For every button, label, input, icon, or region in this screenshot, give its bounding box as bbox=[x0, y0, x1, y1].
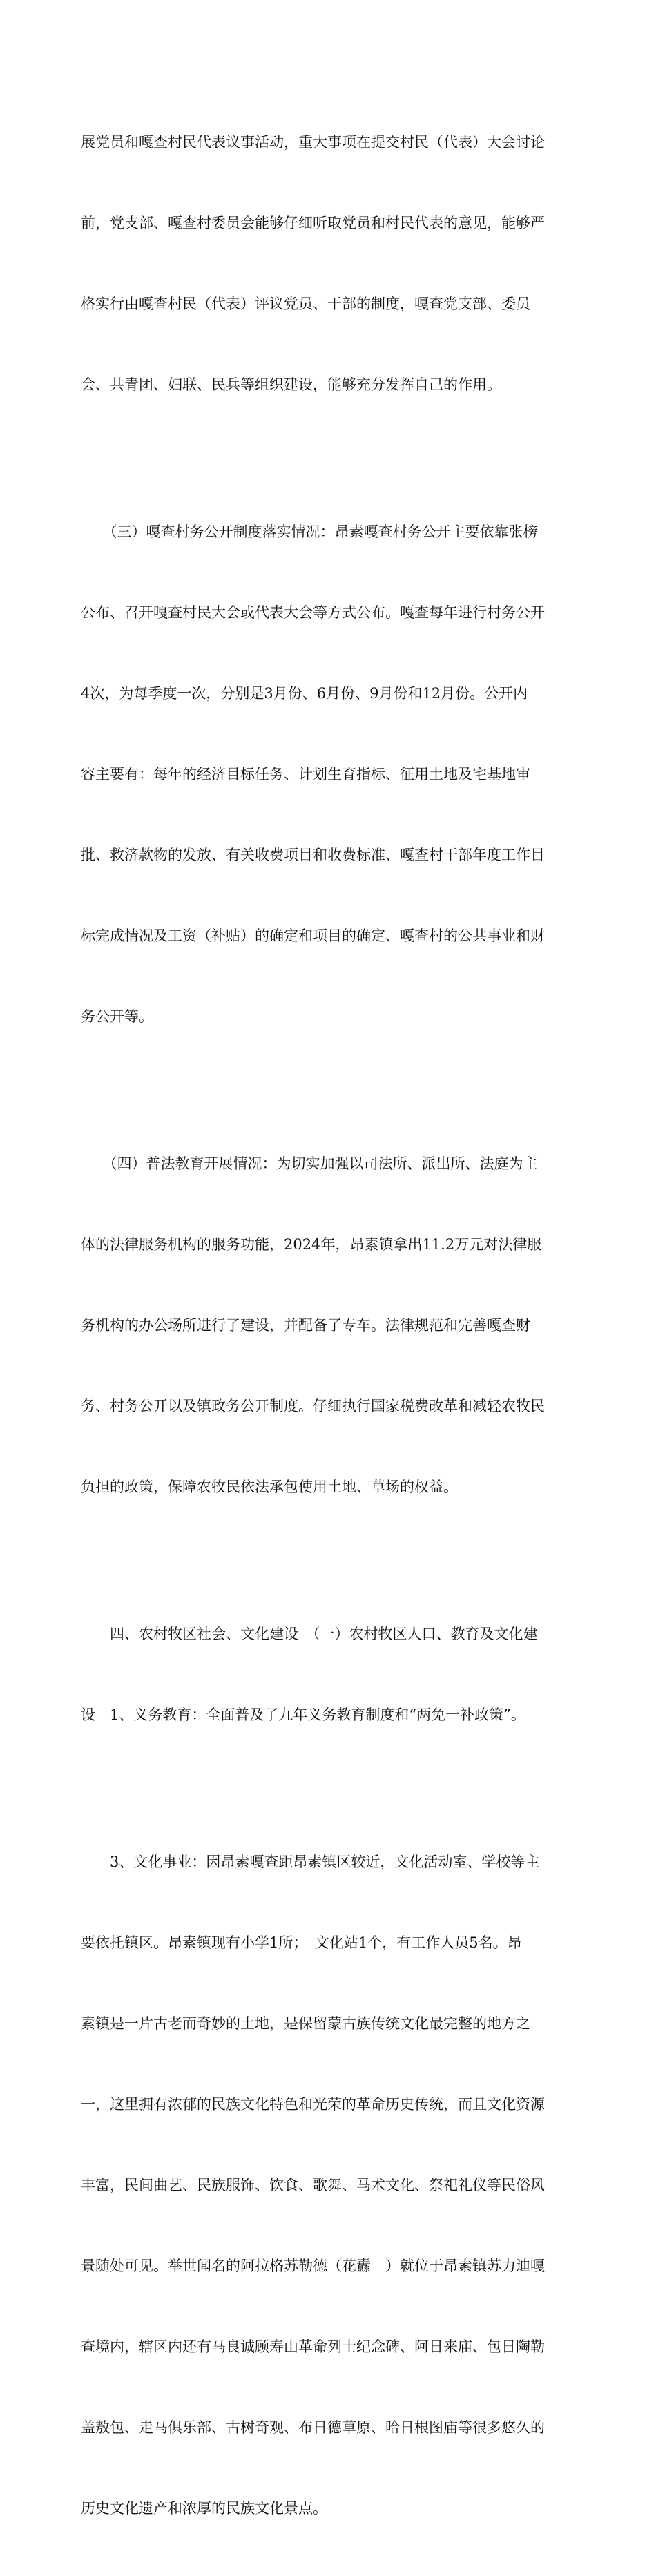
text-line: 务、村务公开以及镇政务公开制度。仔细执行国家税费改革和减轻农牧民 bbox=[81, 1398, 545, 1414]
text-line: 批、救济款物的发放、有关收费项目和收费标准、嘎查村干部年度工作目 bbox=[81, 847, 545, 863]
text-line: 盖敖包、走马俱乐部、古树奇观、布日德草原、哈日根图庙等很多悠久的 bbox=[81, 2419, 545, 2436]
text-line: 3、文化事业：因昂素嘎查距昂素镇区较近，文化活动室、学校等主 bbox=[81, 1854, 540, 1870]
paragraph-gap bbox=[81, 452, 575, 465]
paragraph-gap bbox=[81, 1782, 575, 1795]
text-line: 容主要有：每年的经济目标任务、计划生育指标、征用土地及宅基地审 bbox=[81, 766, 530, 782]
text-line: 要依托镇区。昂素镇现有小学1所； 文化站1个，有工作人员5名。昂 bbox=[81, 1934, 522, 1951]
text-line: 景随处可见。举世闻名的阿拉格苏勒德（花纛 ）就位于昂素镇苏力迪嘎 bbox=[81, 2258, 545, 2274]
paragraph-5 bbox=[81, 1795, 575, 2576]
text-line: 公布、召开嘎查村民大会或代表大会等方式公布。嘎查每年进行村务公开 bbox=[81, 604, 545, 621]
text-line: 历史文化遗产和浓厚的民族文化景点。 bbox=[81, 2500, 327, 2517]
paragraph-gap bbox=[81, 1084, 575, 1097]
paragraph-3 bbox=[81, 1097, 575, 1555]
text-line: 务公开等。 bbox=[81, 1008, 153, 1025]
paragraph-gap bbox=[81, 1555, 575, 1567]
text-line: 4次，为每季度一次，分别是3月份、6月份、9月份和12月份。公开内 bbox=[81, 685, 528, 702]
text-line: 前，党支部、嘎查村委员会能够仔细听取党员和村民代表的意见，能够严 bbox=[81, 215, 545, 231]
text-line: 标完成情况及工资（补贴）的确定和项目的确定、嘎查村的公共事业和财 bbox=[81, 927, 545, 944]
text-line: 一，这里拥有浓郁的民族文化特色和光荣的革命历史传统，而且文化资源 bbox=[81, 2096, 545, 2113]
text-line: 查境内，辖区内还有马良诚顾寿山革命列士纪念碑、阿日来庙、包日陶勒 bbox=[81, 2338, 545, 2355]
text-line: 格实行由嘎查村民（代表）评议党员、干部的制度，嘎查党支部、委员 bbox=[81, 296, 530, 312]
text-line: 设 1、义务教育：全面普及了九年义务教育制度和“两免一补政策”。 bbox=[81, 1707, 525, 1723]
text-line: （四）普法教育开展情况：为切实加强以司法所、派出所、法庭为主 bbox=[81, 1155, 538, 1172]
paragraph-1 bbox=[81, 75, 575, 452]
text-line: 务机构的办公场所进行了建设，并配备了专车。法律规范和完善嘎查财 bbox=[81, 1317, 530, 1334]
text-line: 素镇是一片古老而奇妙的土地，是保留蒙古族传统文化最完整的地方之 bbox=[81, 2015, 530, 2032]
document-body bbox=[81, 75, 575, 2576]
paragraph-4 bbox=[81, 1567, 575, 1782]
text-line: （三）嘎查村务公开制度落实情况：昂素嘎查村务公开主要依靠张榜 bbox=[81, 523, 538, 540]
text-line: 负担的政策，保障农牧民依法承包使用土地、草场的权益。 bbox=[81, 1479, 458, 1495]
text-line: 展党员和嘎查村民代表议事活动，重大事项在提交村民（代表）大会讨论 bbox=[81, 134, 545, 151]
text-line: 体的法律服务机构的服务功能，2024年，昂素镇拿出11.2万元对法律服 bbox=[81, 1236, 542, 1253]
text-line: 会、共青团、妇联、民兵等组织建设，能够充分发挥自己的作用。 bbox=[81, 376, 501, 393]
text-line: 四、农村牧区社会、文化建设 （一）农村牧区人口、教育及文化建 bbox=[81, 1626, 538, 1642]
text-line: 丰富，民间曲艺、民族服饰、饮食、歌舞、马术文化、祭祀礼仪等民俗风 bbox=[81, 2177, 545, 2193]
paragraph-2 bbox=[81, 465, 575, 1084]
